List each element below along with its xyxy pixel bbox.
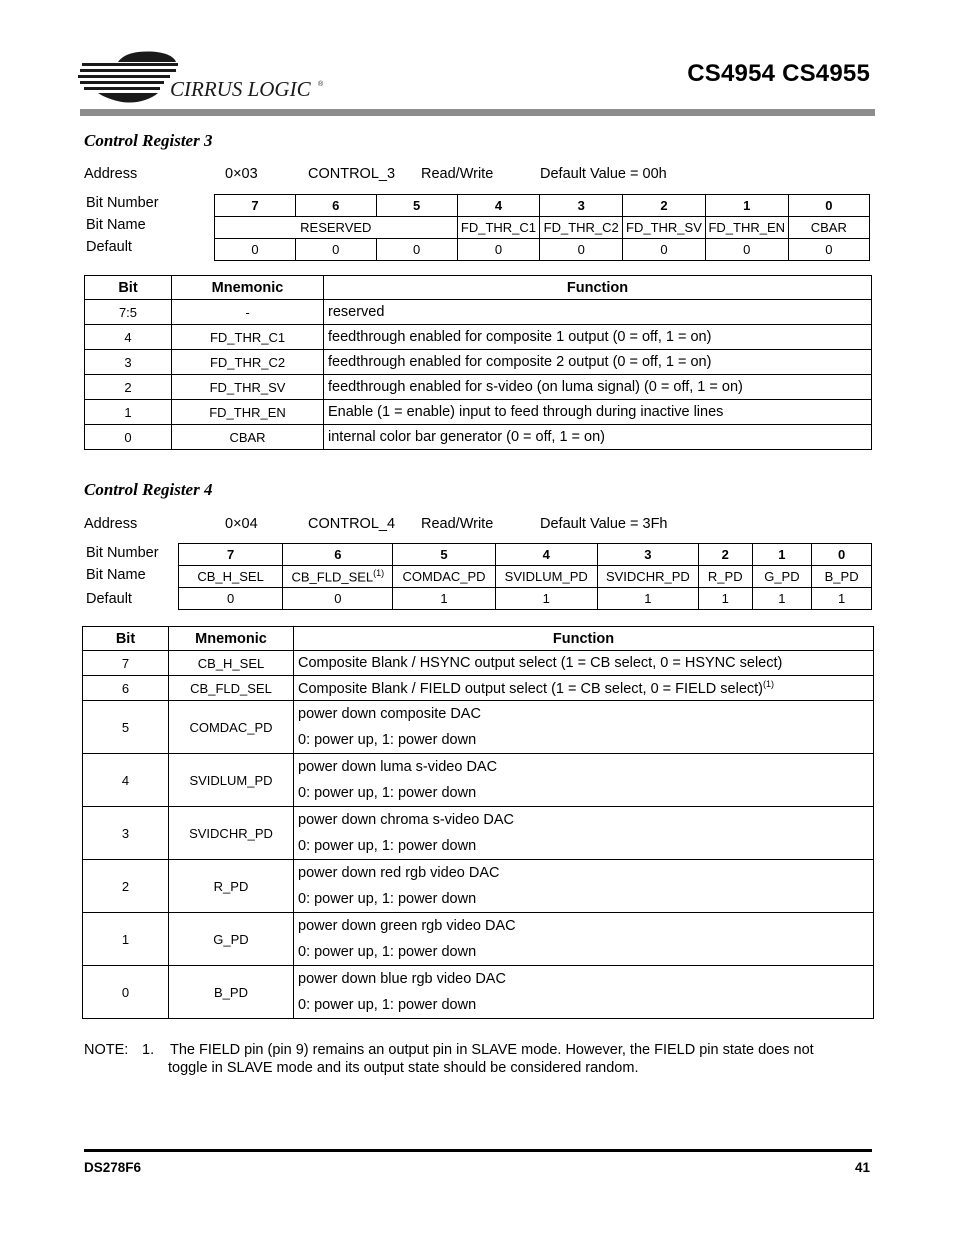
mnemonic-cell: SVIDCHR_PD (169, 807, 294, 860)
function-cell (294, 913, 874, 966)
default-cell: 0 (376, 239, 457, 261)
table-row (83, 966, 874, 1019)
reg4-function-table (82, 626, 874, 1019)
bit-name-row (179, 566, 872, 588)
bit-number-cell: 1 (752, 544, 812, 566)
mnemonic-cell: COMDAC_PD (169, 701, 294, 754)
bit-number-cell: 7 (179, 544, 283, 566)
bit-number-cell: 3 (540, 195, 623, 217)
bit-name-cell: RESERVED (215, 217, 458, 239)
row-label-default: Default (86, 239, 132, 255)
function-line: power down red rgb video DAC (298, 865, 500, 881)
column-header: Bit (83, 627, 169, 651)
row-label-bit-name: Bit Name (86, 217, 146, 233)
footnote-ref: (1) (373, 568, 385, 579)
table-row (83, 860, 874, 913)
bit-number-cell: 3 (597, 544, 698, 566)
reg4-row-labels (86, 542, 159, 610)
bit-number-cell: 4 (457, 195, 540, 217)
bit-cell: 5 (83, 701, 169, 754)
cirrus-logic-logo (78, 48, 328, 108)
function-cell: reserved (324, 300, 872, 325)
function-cell (294, 807, 874, 860)
column-header: Function (324, 276, 872, 300)
bit-name-cell: FD_THR_EN (705, 217, 788, 239)
table-row (83, 913, 874, 966)
bit-name-cell: FD_THR_SV (623, 217, 706, 239)
bit-name-cell: SVIDLUM_PD (495, 566, 597, 588)
footnote (84, 1041, 874, 1077)
footer-doc-id: DS278F6 (84, 1160, 142, 1175)
row-label-default: Default (86, 591, 132, 607)
default-cell: 1 (495, 588, 597, 610)
mnemonic-cell: FD_THR_SV (172, 375, 324, 400)
default-cell: 0 (540, 239, 623, 261)
mnemonic-cell: G_PD (169, 913, 294, 966)
bit-number-cell: 7 (215, 195, 296, 217)
reg4-address: 0×04 (225, 516, 258, 532)
table-row (85, 400, 872, 425)
default-cell: 1 (393, 588, 495, 610)
mnemonic-cell: R_PD (169, 860, 294, 913)
table-row (83, 676, 874, 701)
note-label: NOTE: (84, 1042, 129, 1058)
function-line: power down composite DAC (298, 706, 481, 722)
function-cell (294, 966, 874, 1019)
bit-cell: 0 (85, 425, 172, 450)
reg4-access: Read/Write (421, 516, 494, 532)
function-line: 0: power up, 1: power down (298, 732, 477, 748)
bit-name-row (215, 217, 870, 239)
function-cell (294, 860, 874, 913)
function-line: 0: power up, 1: power down (298, 997, 477, 1013)
default-cell: 0 (705, 239, 788, 261)
bit-cell: 1 (83, 913, 169, 966)
default-cell: 0 (788, 239, 869, 261)
bit-number-cell: 4 (495, 544, 597, 566)
default-cell: 0 (457, 239, 540, 261)
table-row (83, 701, 874, 754)
function-cell: feedthrough enabled for s-video (on luma signal) (0 = off, 1 = on) (324, 375, 872, 400)
section-title-reg3: Control Register 3 (84, 131, 213, 150)
note-line: toggle in SLAVE mode and its output state should be considered random. (168, 1060, 639, 1076)
bit-cell: 0 (83, 966, 169, 1019)
function-cell: Composite Blank / HSYNC output select (1 = CB select, 0 = HSYNC select) (294, 651, 874, 676)
table-row (85, 350, 872, 375)
bit-cell: 7:5 (85, 300, 172, 325)
bit-name-cell: CB_H_SEL (179, 566, 283, 588)
default-cell: 0 (215, 239, 296, 261)
bit-name-cell: G_PD (752, 566, 812, 588)
mnemonic-cell: B_PD (169, 966, 294, 1019)
function-line: power down blue rgb video DAC (298, 971, 506, 987)
bit-cell: 1 (85, 400, 172, 425)
table-row (85, 375, 872, 400)
table-row (83, 651, 874, 676)
bit-number-cell: 1 (705, 195, 788, 217)
row-label-bit-number: Bit Number (86, 545, 159, 561)
bit-name-cell: FD_THR_C1 (457, 217, 540, 239)
logo-text: CIRRUS LOGIC (170, 77, 311, 101)
table-row (85, 300, 872, 325)
column-header: Mnemonic (172, 276, 324, 300)
bit-number-cell: 0 (788, 195, 869, 217)
bit-name-cell: B_PD (812, 566, 872, 588)
bit-name-text: CB_FLD_SEL (291, 569, 374, 585)
mnemonic-cell: SVIDLUM_PD (169, 754, 294, 807)
function-text: Composite Blank / FIELD output select (1 = CB select, 0 = FIELD select) (298, 680, 764, 697)
bit-name-cell: COMDAC_PD (393, 566, 495, 588)
reg3-address-label: Address (84, 166, 138, 182)
table-row (85, 425, 872, 450)
bit-cell: 7 (83, 651, 169, 676)
bit-name-cell: R_PD (698, 566, 752, 588)
section-title-reg4: Control Register 4 (84, 480, 213, 499)
reg4-bit-table (178, 543, 872, 610)
function-cell (294, 754, 874, 807)
svg-text:®: ® (318, 81, 324, 88)
default-cell: 1 (597, 588, 698, 610)
reg4-default-value: Default Value = 3Fh (540, 516, 668, 532)
mnemonic-cell: - (172, 300, 324, 325)
reg3-address: 0×03 (225, 166, 258, 182)
footnote-ref: (1) (763, 679, 775, 690)
bit-name-cell (283, 566, 393, 588)
reg3-default-value: Default Value = 00h (540, 166, 667, 182)
bit-cell: 3 (85, 350, 172, 375)
bit-number-cell: 6 (295, 195, 376, 217)
column-header: Bit (85, 276, 172, 300)
column-header: Function (294, 627, 874, 651)
mnemonic-cell: CB_H_SEL (169, 651, 294, 676)
bit-cell: 4 (83, 754, 169, 807)
bit-number-row (179, 544, 872, 566)
reg3-bit-table (214, 194, 870, 261)
bit-cell: 4 (85, 325, 172, 350)
bit-name-cell: FD_THR_C2 (540, 217, 623, 239)
row-label-bit-name: Bit Name (86, 567, 146, 583)
default-row (215, 239, 870, 261)
function-line: power down chroma s-video DAC (298, 812, 514, 828)
bit-number-cell: 0 (812, 544, 872, 566)
function-line: 0: power up, 1: power down (298, 838, 477, 854)
bit-number-cell: 2 (698, 544, 752, 566)
function-cell: Enable (1 = enable) input to feed through during inactive lines (324, 400, 872, 425)
mnemonic-cell: CBAR (172, 425, 324, 450)
bit-number-cell: 2 (623, 195, 706, 217)
bit-cell: 2 (85, 375, 172, 400)
header-rule (80, 109, 875, 116)
default-cell: 1 (812, 588, 872, 610)
bit-name-cell: SVIDCHR_PD (597, 566, 698, 588)
table-header-row (83, 627, 874, 651)
bit-cell: 2 (83, 860, 169, 913)
mnemonic-cell: FD_THR_C1 (172, 325, 324, 350)
default-cell: 1 (752, 588, 812, 610)
function-cell: feedthrough enabled for composite 1 output (0 = off, 1 = on) (324, 325, 872, 350)
column-header: Mnemonic (169, 627, 294, 651)
row-label-bit-number: Bit Number (86, 195, 159, 211)
bit-number-cell: 5 (393, 544, 495, 566)
bit-cell: 6 (83, 676, 169, 701)
table-row (85, 325, 872, 350)
default-cell: 0 (283, 588, 393, 610)
bit-cell: 3 (83, 807, 169, 860)
table-header-row (85, 276, 872, 300)
default-cell: 0 (179, 588, 283, 610)
function-line: power down green rgb video DAC (298, 918, 516, 934)
default-cell: 0 (295, 239, 376, 261)
default-row (179, 588, 872, 610)
reg3-access: Read/Write (421, 166, 494, 182)
function-line: 0: power up, 1: power down (298, 944, 477, 960)
mnemonic-cell: FD_THR_EN (172, 400, 324, 425)
function-cell (294, 676, 874, 701)
footer-rule (84, 1149, 872, 1152)
note-number: 1. (142, 1042, 155, 1058)
bit-number-row (215, 195, 870, 217)
table-row (83, 754, 874, 807)
function-cell (294, 701, 874, 754)
bit-number-cell: 6 (283, 544, 393, 566)
function-line: power down luma s-video DAC (298, 759, 498, 775)
default-cell: 0 (623, 239, 706, 261)
reg3-function-table (84, 275, 872, 450)
table-row (83, 807, 874, 860)
bit-number-cell: 5 (376, 195, 457, 217)
bit-name-cell: CBAR (788, 217, 869, 239)
page-number: 41 (854, 1160, 870, 1175)
mnemonic-cell: FD_THR_C2 (172, 350, 324, 375)
document-title: CS4954 CS4955 (687, 60, 870, 87)
function-line: 0: power up, 1: power down (298, 785, 477, 801)
note-line: The FIELD pin (pin 9) remains an output pin in SLAVE mode. However, the FIELD pin state does not (170, 1042, 814, 1058)
function-cell: internal color bar generator (0 = off, 1 = on) (324, 425, 872, 450)
reg4-address-label: Address (84, 516, 138, 532)
function-cell: feedthrough enabled for composite 2 output (0 = off, 1 = on) (324, 350, 872, 375)
reg3-name: CONTROL_3 (308, 166, 396, 182)
mnemonic-cell: CB_FLD_SEL (169, 676, 294, 701)
reg3-row-labels (86, 192, 159, 258)
reg4-name: CONTROL_4 (308, 516, 396, 532)
default-cell: 1 (698, 588, 752, 610)
function-line: 0: power up, 1: power down (298, 891, 477, 907)
